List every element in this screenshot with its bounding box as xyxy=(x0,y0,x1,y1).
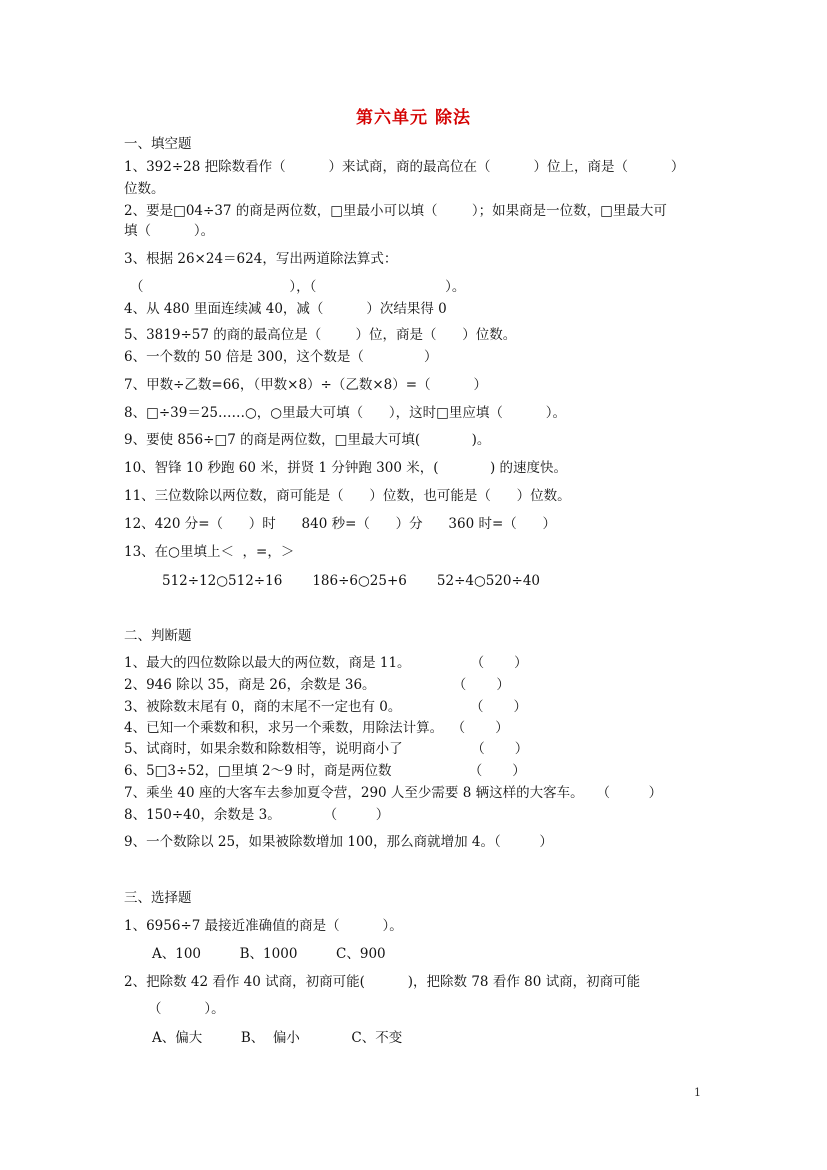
section-heading-fill-blank: 一、填空题 xyxy=(124,136,192,152)
question-line: （ ）。 xyxy=(148,1001,225,1017)
question-line: 11、三位数除以两位数，商可能是（ ）位数，也可能是（ ）位数。 xyxy=(124,488,571,504)
section-heading-multiple-choice: 三、选择题 xyxy=(124,890,192,906)
question-line: 12、420 分=（ ）时 840 秒=（ ）分 360 时=（ ） xyxy=(124,516,557,532)
question-line: 填（ ）。 xyxy=(124,223,215,239)
choice-options: A、偏大 B、 偏小 C、不变 xyxy=(152,1030,403,1046)
question-line: 4、从 480 里面连续减 40，减（ ）次结果得 0 xyxy=(124,301,447,317)
question-line: 2、把除数 42 看作 40 试商，初商可能( )，把除数 78 看作 80 试商，初商可能 xyxy=(124,974,641,990)
question-line: 1、6956÷7 最接近准确值的商是（ ）。 xyxy=(124,918,403,934)
question-line: 2、946 除以 35，商是 26，余数是 36。 （ ） xyxy=(124,677,510,693)
question-line: 4、已知一个乘数和积，求另一个乘数，用除法计算。 （ ） xyxy=(124,720,509,736)
question-line: 13、在○里填上＜ ，=，＞ xyxy=(124,544,295,560)
question-line: 8、150÷40，余数是 3。 （ ） xyxy=(124,807,390,823)
question-line: 2、要是□04÷37 的商是两位数，□里最小可以填（ ）；如果商是一位数，□里最大可 xyxy=(124,203,667,219)
question-line: 8、□÷39＝25……○，○里最大可填（ ），这时□里应填（ ）。 xyxy=(124,405,566,421)
page-number: 1 xyxy=(694,1086,701,1099)
question-line: 10、智锋 10 秒跑 60 米，拼贤 1 分钟跑 300 米，( ) 的速度快。 xyxy=(124,460,568,476)
question-line: 9、一个数除以 25，如果被除数增加 100，那么商就增加 4。（ ） xyxy=(124,834,553,850)
question-line: 5、试商时，如果余数和除数相等，说明商小了 （ ） xyxy=(124,741,529,757)
question-line: 7、乘坐 40 座的大客车去参加夏令营，290 人至少需要 8 辆这样的大客车。 （ ） xyxy=(124,785,663,801)
question-line: 位数。 xyxy=(124,181,165,197)
section-heading-true-false: 二、判断题 xyxy=(124,628,192,644)
question-line: 3、被除数末尾有 0，商的末尾不一定也有 0。 （ ） xyxy=(124,699,528,715)
question-line: 9、要使 856÷□7 的商是两位数，□里最大可填( )。 xyxy=(124,432,491,448)
question-line: 7、甲数÷乙数=66，（甲数×8）÷（乙数×8）=（ ） xyxy=(124,377,487,393)
question-line: 1、最大的四位数除以最大的两位数，商是 11。 （ ） xyxy=(124,655,528,671)
question-line: 1、392÷28 把除数看作（ ）来试商，商的最高位在（ ）位上，商是（ ） xyxy=(124,159,685,175)
page-title: 第六单元 除法 xyxy=(356,108,471,128)
question-line: （ ），（ ）。 xyxy=(130,279,466,295)
question-line: 5、3819÷57 的商的最高位是（ ）位，商是（ ）位数。 xyxy=(124,327,517,343)
question-line: 3、根据 26×24＝624，写出两道除法算式： xyxy=(124,251,398,267)
comparison-line: 512÷12○512÷16 186÷6○25+6 52÷4○520÷40 xyxy=(162,573,541,589)
question-line: 6、5□3÷52，□里填 2～9 时，商是两位数 （ ） xyxy=(124,763,526,779)
question-line: 6、一个数的 50 倍是 300，这个数是（ ） xyxy=(124,349,438,365)
choice-options: A、100 B、1000 C、900 xyxy=(152,946,386,962)
